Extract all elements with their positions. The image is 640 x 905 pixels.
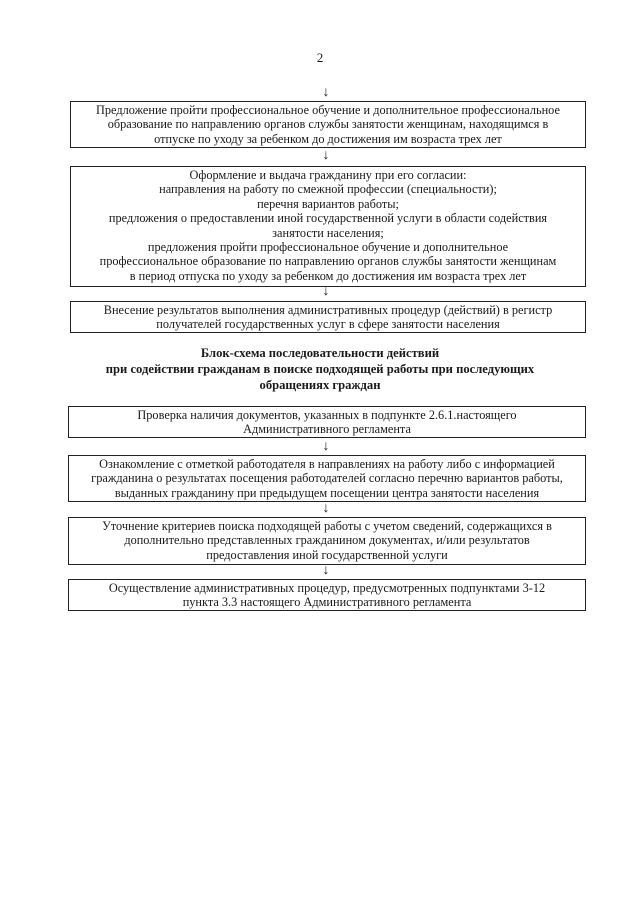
box-line: профессиональное образование по направлению органов службы занятости женщинам	[99, 254, 557, 269]
box-line: перечня вариантов работы;	[257, 196, 399, 211]
section-title-line: Блок-схема последовательности действий	[200, 346, 440, 360]
flow-box-employer-notes	[68, 455, 586, 502]
box-line: Предложение пройти профессиональное обучение и дополнительное профессиональное	[96, 103, 560, 117]
box-line: предложения пройти профессиональное обучение и дополнительное	[147, 240, 509, 255]
flow-box-document-check	[68, 406, 586, 438]
box-line: гражданина о результатах посещения работодателей согласно перечню вариантов работы,	[91, 471, 563, 486]
box-line: пункта 3.3 настоящего Административного регламента	[182, 595, 472, 610]
box-line: дополнительно представленных гражданином документах, и/или результатов	[124, 533, 530, 548]
box-line: Административного регламента	[243, 422, 411, 437]
page-number: 2	[316, 50, 324, 65]
box-line: Ознакомление с отметкой работодателя в направлениях на работу либо с информацией	[99, 457, 555, 471]
flow-box-issuance	[70, 166, 586, 287]
arrow-down-icon: ↓	[322, 501, 330, 516]
section-title-line: обращениях граждан	[259, 378, 381, 392]
arrow-down-icon: ↓	[322, 148, 330, 163]
arrow-down-icon: ↓	[322, 439, 330, 454]
box-line: отпуске по уходу за ребенком до достижения им возраста трех лет	[154, 131, 502, 146]
box-line: предоставления иной государственной услуги	[206, 547, 448, 562]
box-line: в период отпуска по уходу за ребенком до достижения им возраста трех лет	[129, 268, 527, 283]
flow-box-criteria-refinement	[68, 517, 586, 565]
box-line: предложения о предоставлении иной государственной услуги в области содействия	[108, 211, 548, 226]
box-line: Осуществление административных процедур, предусмотренных подпунктами 3-12	[108, 581, 546, 595]
box-line: Внесение результатов выполнения административных процедур (действий) в регистр	[103, 303, 553, 317]
flow-box-training-offer	[70, 101, 586, 148]
flow-box-admin-procedures	[68, 579, 586, 611]
box-line: получателей государственных услуг в сфере занятости населения	[156, 317, 500, 332]
section-title-line: при содействии гражданам в поиске подходящей работы при последующих	[105, 362, 535, 376]
section-title	[0, 345, 640, 393]
box-line: Уточнение критериев поиска подходящей работы с учетом сведений, содержащихся в	[102, 519, 552, 533]
box-line: выданных гражданину при предыдущем посещении центра занятости населения	[114, 485, 540, 500]
box-line: Оформление и выдача гражданину при его согласии:	[189, 168, 467, 182]
flow-box-registry-entry	[70, 301, 586, 333]
box-line: направления на работу по смежной профессии (специальности);	[159, 182, 497, 197]
arrow-down-icon: ↓	[322, 284, 330, 299]
box-line: образование по направлению органов службы занятости женщинам, находящимся в	[107, 117, 549, 132]
arrow-down-icon: ↓	[322, 563, 330, 578]
box-line: Проверка наличия документов, указанных в подпункте 2.6.1.настоящего	[137, 408, 517, 422]
box-line: занятости населения;	[272, 225, 384, 240]
arrow-down-icon: ↓	[322, 85, 330, 100]
